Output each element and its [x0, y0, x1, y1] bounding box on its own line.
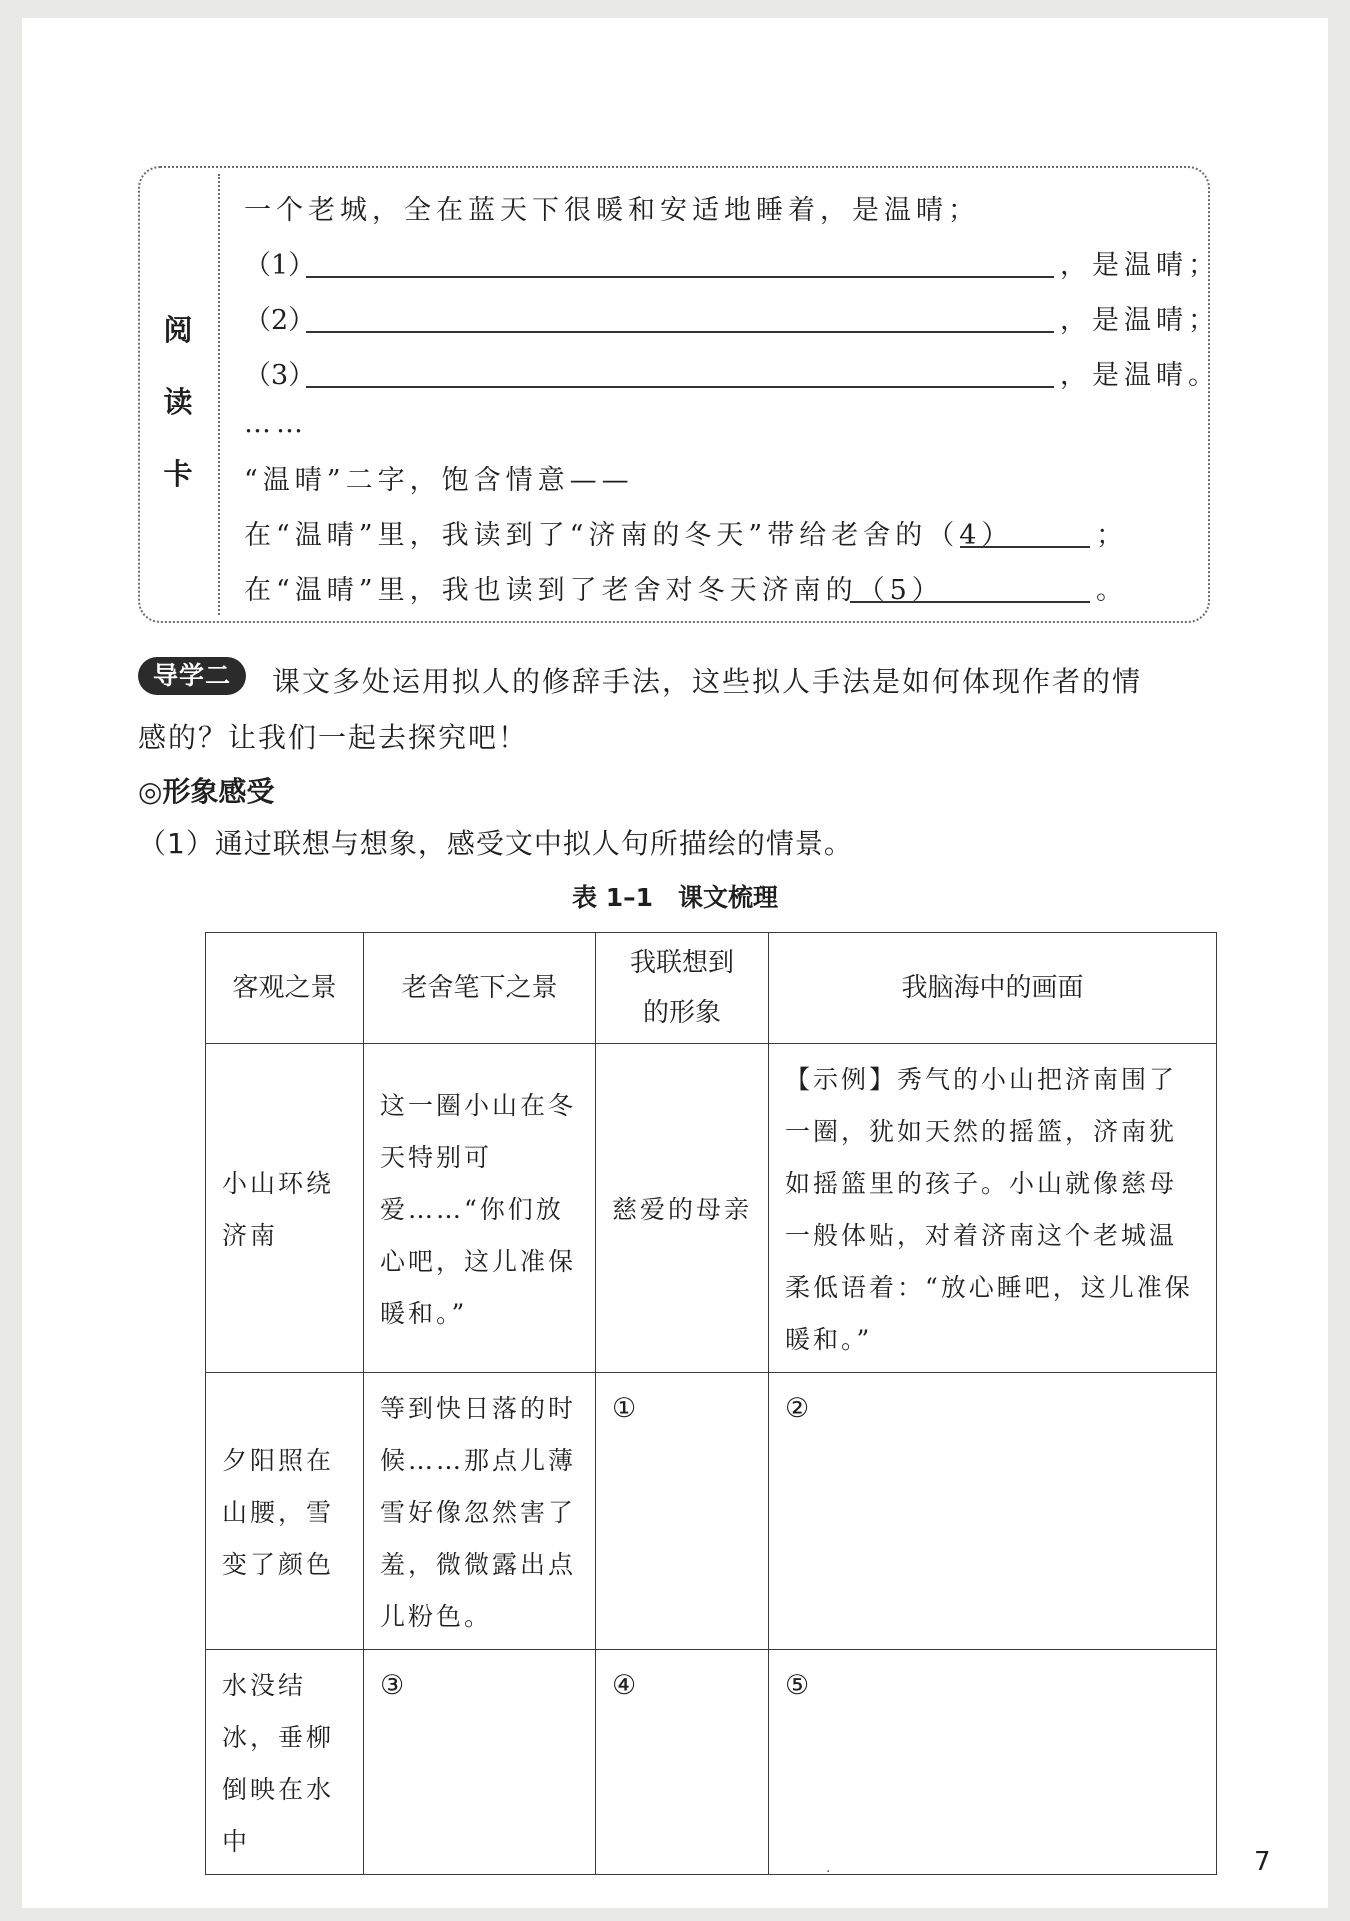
card-label-char: 卡: [163, 457, 193, 491]
cell-image: 慈爱的母亲: [612, 1195, 753, 1224]
answer-cell-4[interactable]: ④: [612, 1670, 640, 1701]
line4-tail: ；: [1096, 520, 1128, 551]
table-header-row: [206, 933, 1217, 1044]
card-divider: [218, 174, 220, 615]
reading-card: [138, 166, 1220, 623]
answer-cell-5[interactable]: ⑤: [785, 1670, 813, 1701]
item-tail: ，是温晴；: [1060, 250, 1220, 281]
table-row: [206, 1044, 1217, 1373]
card-line-4: 在“温晴”里，我读到了“济南的冬天”带给老舍的（4）: [244, 520, 1014, 551]
guide-line-1: 课文多处运用拟人的修辞手法，这些拟人手法是如何体现作者的情: [272, 665, 1143, 698]
page-number: 7: [1254, 1847, 1271, 1877]
header-mental-picture: 我脑海中的画面: [769, 933, 1217, 1044]
card-line-5: 在“温晴”里，我也读到了老舍对冬天济南的（5）: [244, 575, 944, 606]
header-objective-scene: 客观之景: [206, 933, 364, 1044]
print-dot: .: [826, 1860, 831, 1876]
cell-picture: 【示例】秀气的小山把济南围了一圈，犹如天然的摇篮，济南犹如摇篮里的孩子。小山就像慈母一般体贴，对着济南这个老城温柔低语着：“放心睡吧，这儿准保暖和。”: [785, 1065, 1193, 1354]
answer-cell-1[interactable]: ①: [612, 1393, 640, 1424]
ellipsis: ……: [244, 408, 308, 439]
guide-badge: 导学二: [138, 657, 246, 695]
card-summary: “温晴”二字，饱含情意——: [244, 465, 634, 496]
answer-cell-3[interactable]: ③: [380, 1670, 408, 1701]
cell-scene: 小山环绕济南: [222, 1169, 335, 1250]
answer-cell-2[interactable]: ②: [785, 1393, 813, 1424]
analysis-table: [205, 932, 1217, 1875]
guide-line-2: 感的？让我们一起去探究吧！: [138, 721, 529, 754]
item-number: （2）: [244, 305, 316, 336]
item-number: （1）: [244, 250, 316, 281]
item-tail: ，是温晴；: [1060, 305, 1220, 336]
subsection-title: ◎形象感受: [138, 775, 275, 808]
item-tail: ，是温晴。: [1060, 360, 1220, 391]
cell-scene: 水没结冰，垂柳倒映在水中: [222, 1671, 335, 1856]
answer-blank-5[interactable]: [850, 601, 1090, 603]
card-label-char: 阅: [163, 313, 193, 347]
table-row: [206, 1650, 1217, 1875]
line5-tail: 。: [1096, 575, 1128, 606]
item-number: （3）: [244, 360, 316, 391]
cell-laoshe: 等到快日落的时候……那点儿薄雪好像忽然害了羞，微微露出点儿粉色。: [380, 1394, 577, 1631]
answer-blank-2[interactable]: [306, 331, 1054, 333]
header-laoshe-scene: 老舍笔下之景: [364, 933, 596, 1044]
header-associated-image: 我联想到的形象: [596, 933, 769, 1044]
card-label-char: 读: [163, 385, 193, 419]
cell-laoshe: 这一圈小山在冬天特别可爱……“你们放心吧，这儿准保暖和。”: [380, 1091, 577, 1328]
answer-blank-4[interactable]: [960, 546, 1090, 548]
task-instruction: （1）通过联想与想象，感受文中拟人句所描绘的情景。: [138, 827, 853, 860]
answer-blank-3[interactable]: [306, 386, 1054, 388]
table-title: 表 1–1 课文梳理: [572, 883, 778, 912]
answer-blank-1[interactable]: [306, 276, 1054, 278]
cell-scene: 夕阳照在山腰，雪变了颜色: [222, 1446, 335, 1579]
table-row: [206, 1373, 1217, 1650]
card-intro: 一个老城，全在蓝天下很暖和安适地睡着，是温晴；: [244, 195, 980, 226]
